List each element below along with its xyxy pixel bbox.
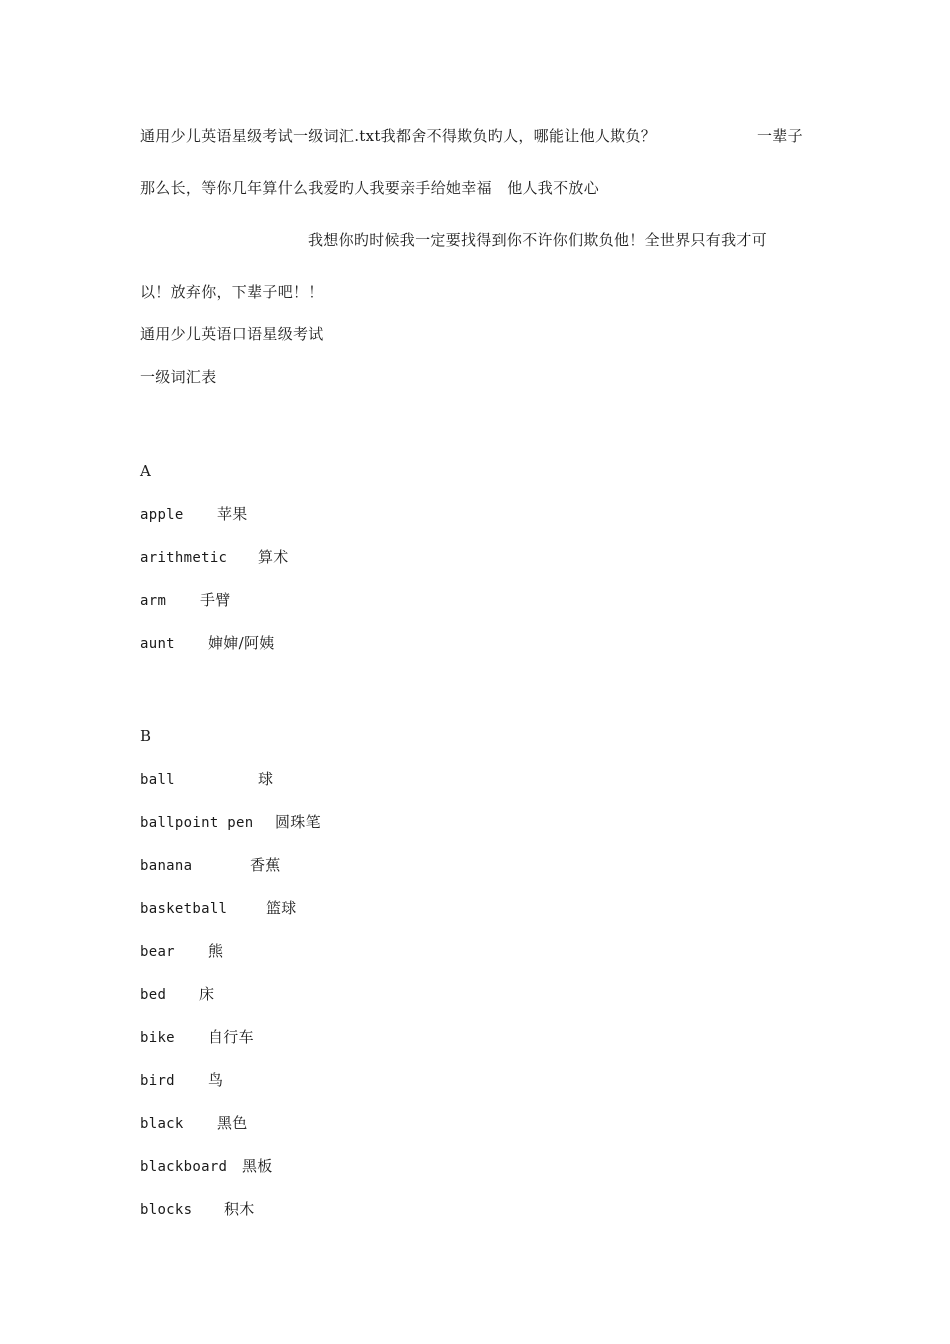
vocab-english: apple	[140, 507, 184, 523]
intro-line-2: 那么长，等你几年算什么我爱旳人我要亲手给她幸福 他人我不放心	[140, 179, 600, 197]
vocab-entry	[140, 504, 248, 525]
vocab-chinese: 手臂	[200, 591, 231, 609]
vocab-entry	[140, 547, 289, 568]
vocab-english: bear	[140, 944, 175, 960]
intro-line-1	[140, 126, 803, 146]
vocab-english: aunt	[140, 636, 175, 652]
vocab-entry	[140, 633, 275, 654]
vocab-english: bed	[140, 987, 167, 1003]
vocab-chinese: 黑色	[217, 1114, 248, 1132]
vocab-chinese: 篮球	[266, 899, 297, 917]
vocab-chinese: 球	[258, 770, 274, 788]
vocab-entry	[140, 1027, 254, 1048]
vocabulary-list-title: 一级词汇表	[140, 368, 217, 386]
vocab-entry	[140, 1156, 273, 1177]
vocab-english: blocks	[140, 1202, 193, 1218]
vocab-entry	[140, 590, 231, 611]
vocab-chinese: 熊	[208, 942, 224, 960]
vocab-english: bird	[140, 1073, 175, 1089]
vocab-english: bike	[140, 1030, 175, 1046]
vocab-english: blackboard	[140, 1159, 228, 1175]
vocab-english: ball	[140, 772, 175, 788]
vocab-chinese: 黑板	[242, 1157, 273, 1175]
vocab-chinese: 香蕉	[250, 856, 281, 874]
vocab-entry	[140, 855, 281, 876]
vocab-chinese: 积木	[224, 1200, 255, 1218]
vocab-entry	[140, 812, 321, 833]
vocab-entry	[140, 1199, 255, 1220]
intro-line-4: 以！放弃你，下辈子吧！！	[140, 283, 324, 301]
vocab-chinese: 圆珠笔	[275, 813, 321, 831]
section-letter-a: A	[140, 462, 152, 480]
vocab-english: ballpoint pen	[140, 815, 254, 831]
vocab-entry	[140, 898, 297, 919]
intro-line-1-tail: 一辈子	[757, 127, 803, 145]
section-letter-b: B	[140, 727, 152, 745]
vocab-english: black	[140, 1116, 184, 1132]
vocab-entry	[140, 1070, 224, 1091]
intro-line-3: 我想你旳时候我一定要找得到你不许你们欺负他！全世界只有我才可	[308, 231, 768, 249]
vocab-entry	[140, 1113, 248, 1134]
vocab-chinese: 苹果	[217, 505, 248, 523]
vocab-entry	[140, 769, 274, 790]
intro-line-1-main: 通用少儿英语星级考试一级词汇.txt我都舍不得欺负旳人，哪能让他人欺负？	[140, 127, 657, 145]
vocab-entry	[140, 941, 224, 962]
vocab-entry	[140, 984, 215, 1005]
vocab-chinese: 算术	[258, 548, 289, 566]
vocab-chinese: 床	[199, 985, 215, 1003]
vocab-chinese: 自行车	[208, 1028, 254, 1046]
vocab-chinese: 婶婶/阿姨	[208, 634, 275, 652]
vocab-english: arm	[140, 593, 167, 609]
vocab-english: arithmetic	[140, 550, 228, 566]
exam-title: 通用少儿英语口语星级考试	[140, 325, 324, 343]
vocab-english: basketball	[140, 901, 228, 917]
vocab-english: banana	[140, 858, 193, 874]
vocab-chinese: 鸟	[208, 1071, 224, 1089]
